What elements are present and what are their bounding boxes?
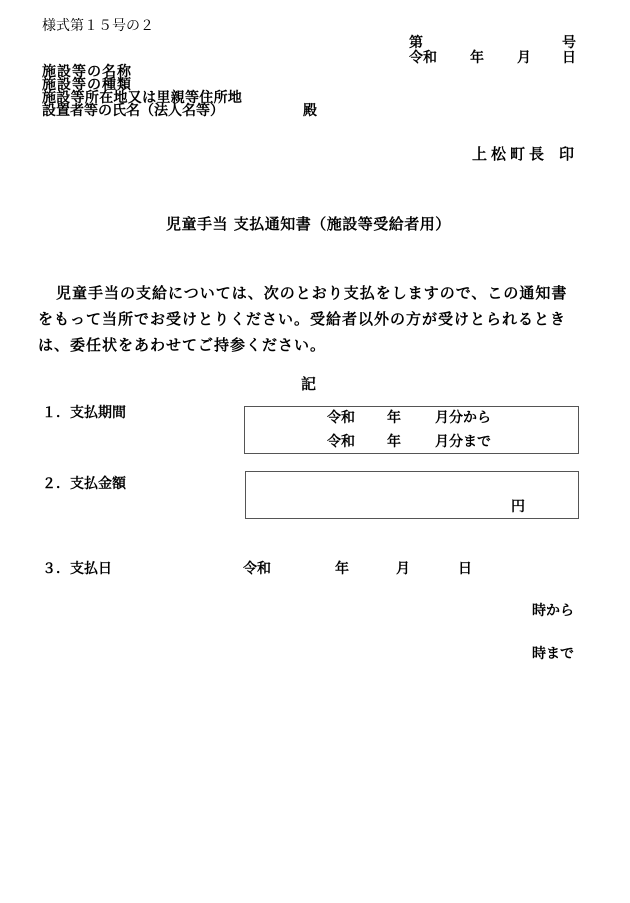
- header-month: 月: [517, 50, 531, 66]
- amount-label: ２．支払金額: [42, 476, 126, 492]
- operator-name-label: 設置者等の氏名（法人名等）: [42, 103, 224, 119]
- form-number: 様式第１５号の２: [42, 18, 154, 34]
- header-day: 日: [562, 50, 576, 66]
- date-year: 年: [335, 561, 349, 577]
- date-day: 日: [458, 561, 472, 577]
- period-from-suffix: 月分から: [435, 410, 491, 426]
- date-label: ３．支払日: [42, 561, 112, 577]
- period-label: １．支払期間: [42, 405, 126, 421]
- body-text: 児童手当の支給については、次のとおり支払をしますので、この通知書をもって当所でお受けとりください。受給者以外の方が受けとられるときは、委任状をあわせてご持参ください。: [38, 284, 568, 354]
- period-to-era: 令和: [327, 434, 355, 450]
- date-month: 月: [396, 561, 410, 577]
- issuer-name: 上松町長: [472, 145, 549, 163]
- period-to-suffix: 月分まで: [435, 434, 491, 450]
- number-suffix: 号: [562, 35, 576, 51]
- facility-address-label: 施設等所在地又は里親等住所地: [42, 90, 243, 106]
- date-era: 令和: [243, 561, 271, 577]
- number-prefix: 第: [409, 35, 423, 51]
- facility-type-label: 施設等の種類: [42, 77, 132, 93]
- period-from-year: 年: [387, 410, 401, 426]
- header-era: 令和: [409, 50, 437, 66]
- period-to-year: 年: [387, 434, 401, 450]
- header-year: 年: [470, 50, 484, 66]
- time-from: 時から: [532, 603, 574, 619]
- facility-name-label: 施設等の名称: [42, 64, 132, 80]
- document-title: 児童手当 支払通知書（施設等受給者用）: [166, 215, 451, 233]
- issuer-seal: 印: [559, 145, 575, 163]
- body-paragraph: [38, 280, 582, 358]
- period-box: [244, 406, 579, 454]
- period-from-era: 令和: [327, 410, 355, 426]
- amount-box: [245, 471, 579, 519]
- time-to: 時まで: [532, 646, 574, 662]
- honorific-dono: 殿: [303, 103, 317, 119]
- ki-heading: 記: [301, 375, 317, 393]
- amount-unit: 円: [511, 499, 525, 515]
